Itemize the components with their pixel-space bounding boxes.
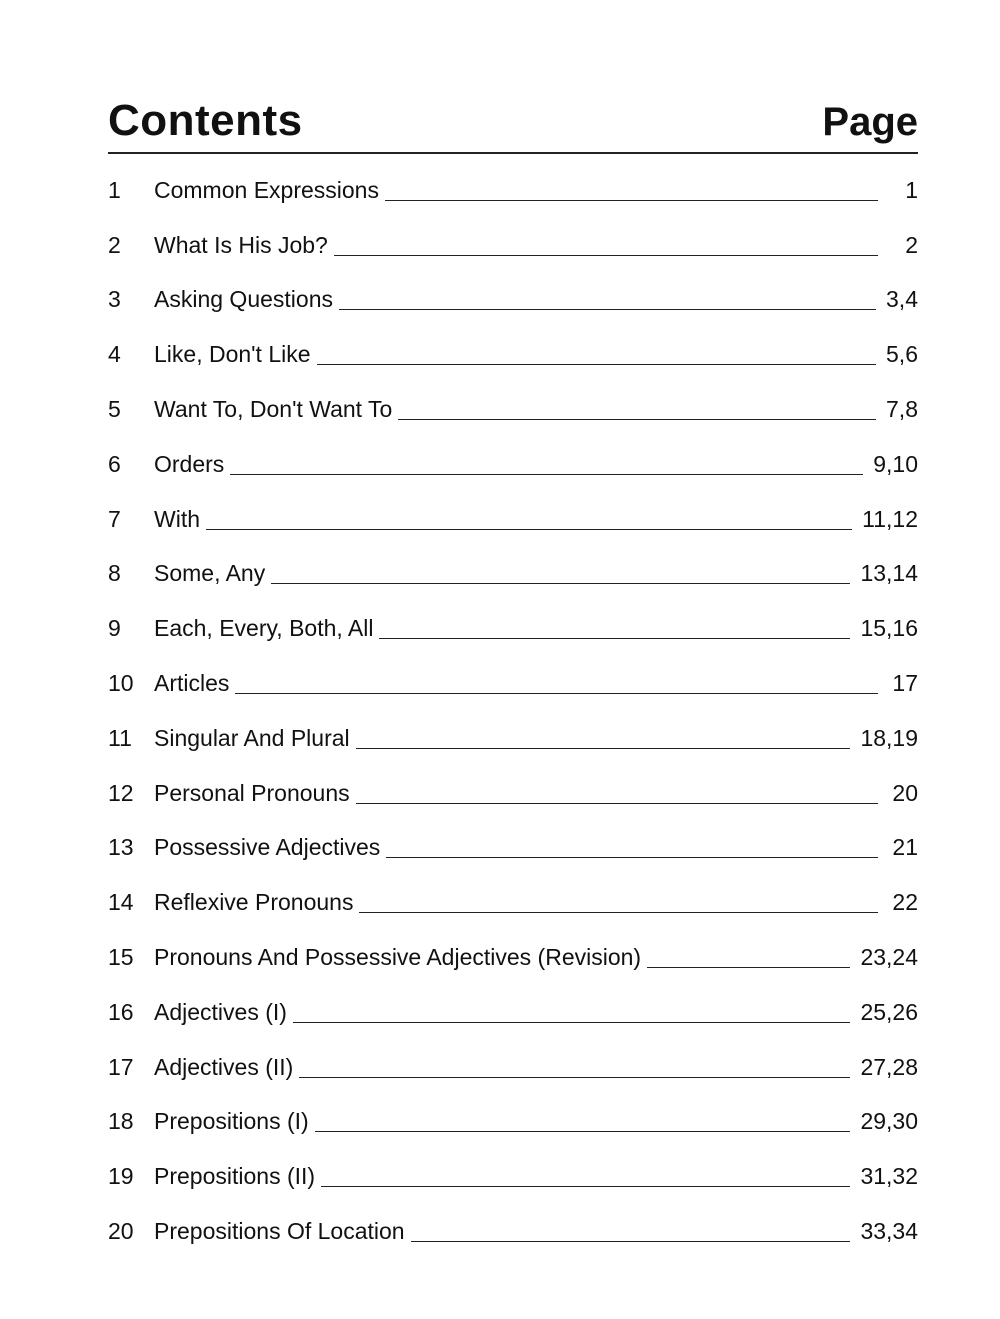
entry-page: 20 — [892, 779, 918, 806]
entry-page: 25,26 — [860, 998, 918, 1025]
entry-page: 27,28 — [860, 1053, 918, 1080]
entry-number: 16 — [108, 998, 134, 1025]
entry-page: 33,34 — [860, 1218, 918, 1245]
leader-line — [334, 235, 878, 256]
toc-entry — [104, 547, 918, 602]
leader-line — [293, 1002, 851, 1023]
entry-title: Want To, Don't Want To — [154, 396, 393, 423]
entry-title: Adjectives (II) — [154, 1053, 294, 1080]
entry-page: 31,32 — [860, 1163, 918, 1190]
toc-entry — [104, 327, 918, 382]
leader-line — [206, 509, 852, 530]
leader-line — [230, 454, 863, 475]
entry-number: 12 — [108, 779, 134, 806]
leader-line — [317, 344, 876, 365]
entry-page: 7,8 — [886, 396, 918, 423]
entry-page: 18,19 — [860, 724, 918, 751]
entry-number: 11 — [108, 724, 132, 751]
toc-entry — [104, 163, 918, 218]
toc-entry — [104, 1204, 918, 1259]
toc-entry — [104, 437, 918, 492]
entry-page: 9,10 — [873, 450, 918, 477]
entry-page: 3,4 — [886, 286, 918, 313]
toc-entry — [104, 1040, 918, 1095]
entry-title: Prepositions (I) — [154, 1108, 309, 1135]
entry-title: Singular And Plural — [154, 724, 350, 751]
toc-entry — [104, 711, 918, 766]
contents-header — [108, 96, 918, 154]
entry-number: 10 — [108, 670, 134, 697]
toc-entry — [104, 930, 918, 985]
entry-title: Orders — [154, 450, 225, 477]
entry-page: 22 — [892, 889, 918, 916]
entry-number: 2 — [108, 231, 121, 258]
leader-line — [385, 180, 878, 201]
toc-entry — [104, 821, 918, 876]
entry-number: 6 — [108, 450, 121, 477]
entry-title: Possessive Adjectives — [154, 834, 381, 861]
entry-number: 14 — [108, 889, 134, 916]
entry-page: 5,6 — [886, 341, 918, 368]
entry-page: 2 — [905, 231, 918, 258]
entry-title: Adjectives (I) — [154, 998, 287, 1025]
toc-entry — [104, 766, 918, 821]
leader-line — [398, 399, 876, 420]
leader-line — [315, 1111, 851, 1132]
entry-number: 3 — [108, 286, 121, 313]
page-column-label: Page — [822, 100, 918, 144]
contents-list — [104, 163, 918, 1259]
page-title: Contents — [108, 96, 303, 145]
entry-title: Asking Questions — [154, 286, 333, 313]
entry-title: What Is His Job? — [154, 231, 328, 258]
entry-title: Common Expressions — [154, 176, 379, 203]
entry-page: 13,14 — [860, 560, 918, 587]
entry-number: 19 — [108, 1163, 134, 1190]
leader-line — [356, 728, 851, 749]
entry-page: 15,16 — [860, 615, 918, 642]
entry-page: 21 — [892, 834, 918, 861]
toc-entry — [104, 382, 918, 437]
toc-entry — [104, 656, 918, 711]
entry-number: 8 — [108, 560, 121, 587]
entry-title: Articles — [154, 670, 230, 697]
leader-line — [299, 1057, 850, 1078]
toc-entry — [104, 1095, 918, 1150]
entry-title: Reflexive Pronouns — [154, 889, 354, 916]
leader-line — [271, 563, 850, 584]
leader-line — [339, 289, 876, 310]
entry-number: 9 — [108, 615, 121, 642]
entry-title: Personal Pronouns — [154, 779, 350, 806]
entry-title: Like, Don't Like — [154, 341, 311, 368]
entry-title: Some, Any — [154, 560, 266, 587]
leader-line — [321, 1166, 850, 1187]
entry-number: 4 — [108, 341, 121, 368]
leader-line — [359, 892, 878, 913]
leader-line — [235, 673, 878, 694]
entry-number: 20 — [108, 1218, 134, 1245]
toc-entry — [104, 492, 918, 547]
leader-line — [379, 618, 850, 639]
entry-title: With — [154, 505, 200, 532]
toc-entry — [104, 218, 918, 273]
toc-entry — [104, 1149, 918, 1204]
entry-page: 23,24 — [860, 944, 918, 971]
entry-number: 17 — [108, 1053, 134, 1080]
entry-title: Each, Every, Both, All — [154, 615, 374, 642]
entry-number: 1 — [108, 176, 121, 203]
entry-number: 5 — [108, 396, 121, 423]
entry-title: Prepositions Of Location — [154, 1218, 405, 1245]
toc-entry — [104, 273, 918, 328]
toc-entry — [104, 875, 918, 930]
entry-number: 7 — [108, 505, 121, 532]
entry-number: 18 — [108, 1108, 134, 1135]
entry-title: Prepositions (II) — [154, 1163, 316, 1190]
entry-title: Pronouns And Possessive Adjectives (Revision) — [154, 944, 642, 971]
leader-line — [411, 1221, 851, 1242]
entry-page: 1 — [905, 176, 918, 203]
entry-page: 17 — [892, 670, 918, 697]
leader-line — [356, 783, 878, 804]
entry-page: 29,30 — [860, 1108, 918, 1135]
leader-line — [647, 947, 850, 968]
toc-entry — [104, 601, 918, 656]
toc-entry — [104, 985, 918, 1040]
entry-page: 11,12 — [862, 505, 918, 532]
entry-number: 15 — [108, 944, 134, 971]
leader-line — [386, 837, 878, 858]
entry-number: 13 — [108, 834, 134, 861]
